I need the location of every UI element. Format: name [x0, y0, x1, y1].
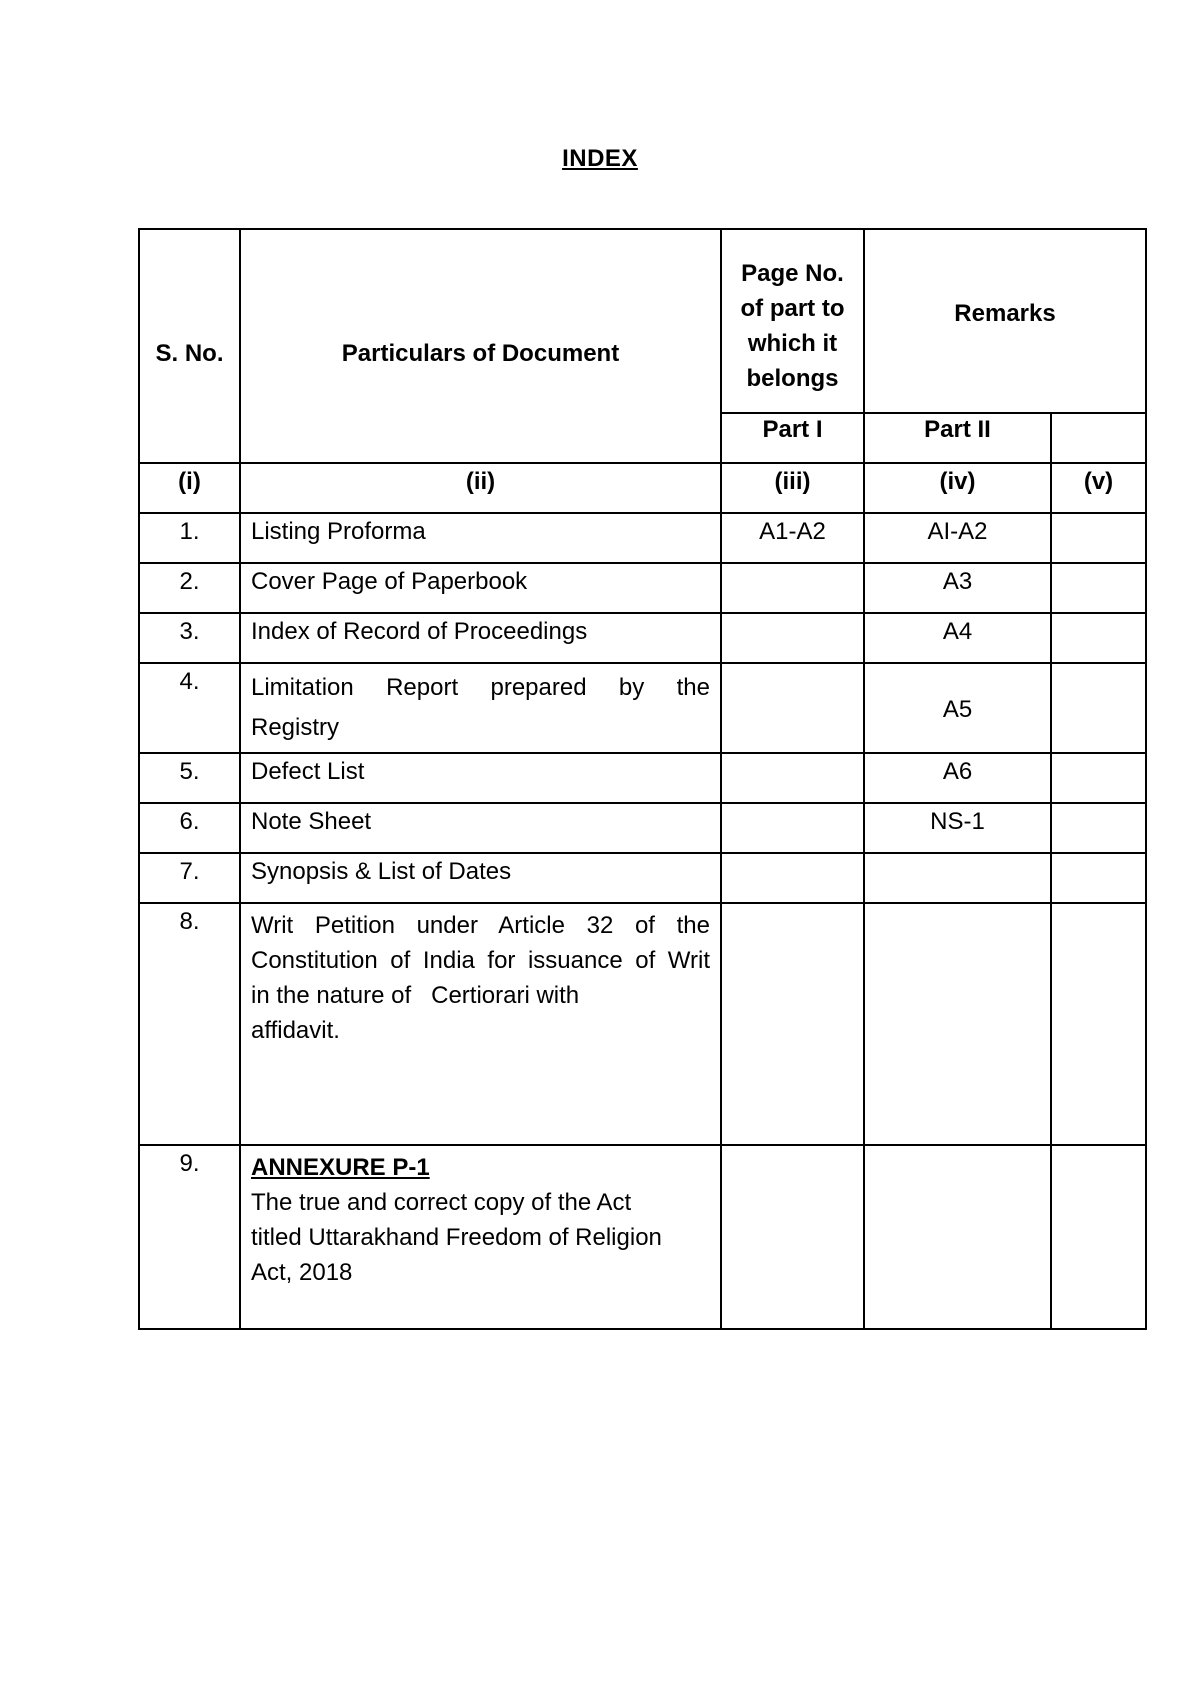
- table-row: [139, 513, 1146, 563]
- roman-iii: (iii): [721, 463, 864, 513]
- annexure-label: ANNEXURE P-1: [251, 1154, 430, 1181]
- row-part2: [864, 903, 1051, 1145]
- row-particulars: Index of Record of Proceedings: [240, 613, 721, 663]
- row-remarks: [1051, 613, 1146, 663]
- row-particulars-line: Registry: [251, 714, 340, 741]
- row-sno: 9.: [139, 1145, 240, 1329]
- row-particulars: Listing Proforma: [240, 513, 721, 563]
- row-remarks: [1051, 663, 1146, 753]
- roman-i: (i): [139, 463, 240, 513]
- page-no-header: [721, 229, 864, 413]
- row-particulars: Synopsis & List of Dates: [240, 853, 721, 903]
- row-remarks: [1051, 903, 1146, 1145]
- row-part1: [721, 563, 864, 613]
- row-part1: [721, 663, 864, 753]
- row-remarks: [1051, 753, 1146, 803]
- row-remarks: [1051, 563, 1146, 613]
- roman-row: [139, 463, 1146, 513]
- row-particulars-line: titled Uttarakhand Freedom of Religion: [251, 1224, 662, 1251]
- row-part2: A6: [864, 753, 1051, 803]
- row-part2: A5: [864, 663, 1051, 753]
- row-part2: A3: [864, 563, 1051, 613]
- remarks-header: Remarks: [864, 229, 1146, 413]
- row-particulars-line: Act, 2018: [251, 1259, 353, 1286]
- row-particulars-line: The true and correct copy of the Act: [251, 1189, 632, 1216]
- table-row: [139, 613, 1146, 663]
- page-no-header-line: of part to: [740, 295, 845, 322]
- row-sno: 1.: [139, 513, 240, 563]
- table-row: [139, 803, 1146, 853]
- roman-v: (v): [1051, 463, 1146, 513]
- row-particulars-line: Constitution of India for issuance of Writ: [251, 947, 710, 974]
- header-row: [139, 229, 1146, 413]
- part2-header: Part II: [864, 413, 1051, 463]
- row-part2: NS-1: [864, 803, 1051, 853]
- row-sno: 7.: [139, 853, 240, 903]
- row-part1: [721, 753, 864, 803]
- row-particulars: Note Sheet: [240, 803, 721, 853]
- row-part1: [721, 1145, 864, 1329]
- row-remarks: [1051, 513, 1146, 563]
- table-row: [139, 853, 1146, 903]
- row-remarks: [1051, 803, 1146, 853]
- row-part1: [721, 853, 864, 903]
- row-particulars: [240, 903, 721, 1145]
- page-title: INDEX: [562, 145, 638, 172]
- row-part1: A1-A2: [721, 513, 864, 563]
- row-part2: AI-A2: [864, 513, 1051, 563]
- roman-ii: (ii): [240, 463, 721, 513]
- row-sno: 6.: [139, 803, 240, 853]
- table-row: [139, 563, 1146, 613]
- row-sno: 3.: [139, 613, 240, 663]
- part1-header: Part I: [721, 413, 864, 463]
- table-row: [139, 753, 1146, 803]
- row-part1: [721, 613, 864, 663]
- row-particulars: Defect List: [240, 753, 721, 803]
- table-row: [139, 1145, 1146, 1329]
- row-particulars-line: Writ Petition under Article 32 of the: [251, 912, 710, 939]
- row-part2: [864, 853, 1051, 903]
- page-no-header-line: which it: [747, 330, 838, 357]
- row-remarks: [1051, 853, 1146, 903]
- row-sno: 4.: [139, 663, 240, 753]
- row-particulars-line: Limitation Report prepared by the: [251, 674, 710, 701]
- particulars-header: Particulars of Document: [240, 229, 721, 463]
- row-sno: 5.: [139, 753, 240, 803]
- page-no-header-line: Page No.: [741, 260, 844, 287]
- row-sno: 8.: [139, 903, 240, 1145]
- row-sno: 2.: [139, 563, 240, 613]
- roman-iv: (iv): [864, 463, 1051, 513]
- row-part2: A4: [864, 613, 1051, 663]
- sno-header: S. No.: [139, 229, 240, 463]
- row-particulars: [240, 1145, 721, 1329]
- row-particulars-line: in the nature of Certiorari with: [251, 982, 580, 1009]
- row-particulars-line: affidavit.: [251, 1017, 340, 1044]
- empty-header-cell: [1051, 413, 1146, 463]
- row-part1: [721, 803, 864, 853]
- table-row: [139, 663, 1146, 753]
- page-no-header-line: belongs: [746, 365, 839, 392]
- row-part1: [721, 903, 864, 1145]
- row-particulars: Cover Page of Paperbook: [240, 563, 721, 613]
- row-part2: [864, 1145, 1051, 1329]
- row-remarks: [1051, 1145, 1146, 1329]
- index-table: [138, 228, 1147, 1330]
- table-row: [139, 903, 1146, 1145]
- row-particulars: [240, 663, 721, 753]
